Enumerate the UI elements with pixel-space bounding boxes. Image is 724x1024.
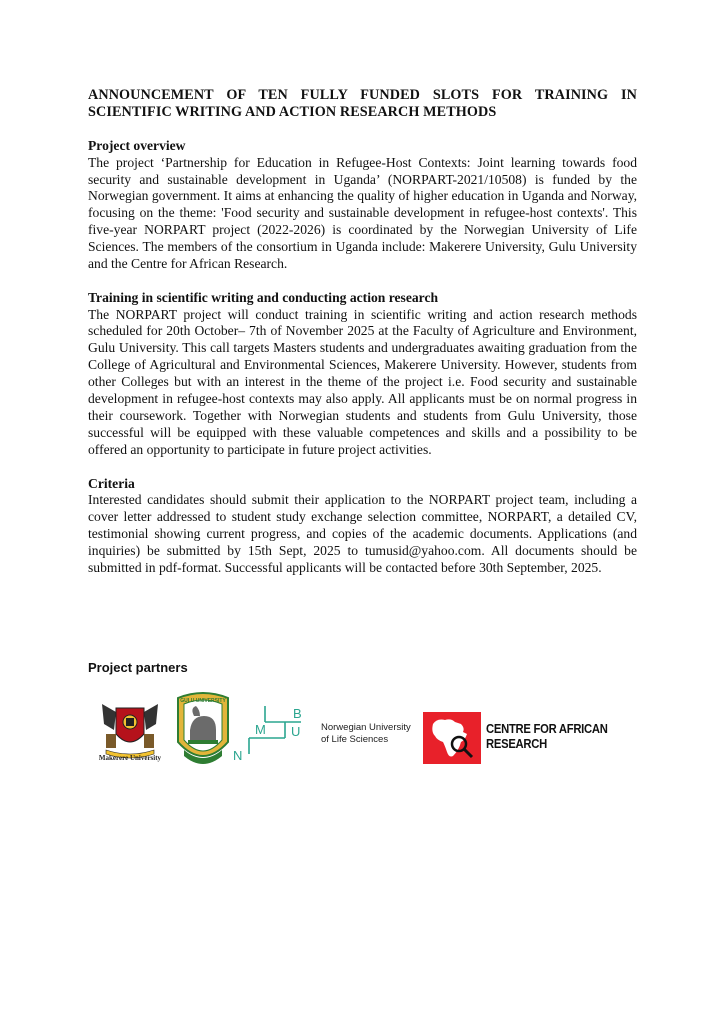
- car-name: [486, 722, 608, 752]
- announcement-title: ANNOUNCEMENT OF TEN FULLY FUNDED SLOTS FOR TRAINING IN SCIENTIFIC WRITING AND ACTION RESEARCH METHODS: [88, 87, 637, 120]
- car-name-line1: CENTRE FOR AFRICAN: [486, 722, 608, 736]
- car-name-line2: RESEARCH: [486, 737, 547, 751]
- nmbu-letter-m: M: [255, 722, 266, 737]
- partner-logos: [0, 690, 724, 780]
- announcement-content: [88, 87, 637, 577]
- nmbu-letter-u: U: [291, 724, 301, 739]
- nmbu-letter-b: B: [293, 706, 302, 721]
- section-body: The NORPART project will conduct training in scientific writing and action research methods scheduled for 20th October– 7th of November 2025 at the Faculty of Agriculture and Environment, Gulu University. This call targets Masters students and undergraduates awaiting graduation from the College of Agricultural and Environmental Sciences, Makerere University. However, students from other Colleges but with an interest in the theme of the project i.e. Food security and sustainable development in refugee-host contexts may also apply. All applicants must be on normal progress in their coursework. Together with Norwegian students and students from Gulu University, those successful will be equipped with these valuable competences and skills and a possibility to be offered an opportunity to participate in future project activities.: [88, 306, 637, 457]
- nmbu-logo: [231, 700, 309, 764]
- section-project-overview: [88, 138, 637, 273]
- nmbu-name-line2: of Life Sciences: [321, 734, 389, 745]
- section-heading: Project overview: [88, 138, 186, 153]
- section-criteria: [88, 476, 637, 577]
- section-body: Interested candidates should submit their application to the NORPART project team, including a cover letter addressed to student study exchange selection committee, NORPART, a detailed CV, testimonial showing current progress, and copies of the academic documents. Applications (and inquiries) be submitted by 15th Sept, 2025 to tumusid@yahoo.com. All documents should be submitted in pdf-format. Successful applicants will be contacted before 30th September, 2025.: [88, 492, 637, 575]
- makerere-label: Makerere University: [98, 754, 162, 762]
- gulu-logo-text: GULU UNIVERSITY: [180, 698, 226, 704]
- gulu-university-logo: [170, 690, 236, 772]
- partners-heading: Project partners: [88, 660, 188, 675]
- africa-map-icon: [423, 712, 481, 764]
- car-logo-mark: [423, 712, 481, 764]
- section-heading: Criteria: [88, 475, 135, 491]
- nmbu-name: [321, 722, 411, 746]
- section-heading: Training in scientific writing and conducting action research: [88, 289, 439, 305]
- nmbu-name-line1: Norwegian University: [321, 722, 411, 733]
- section-training: [88, 290, 637, 459]
- nmbu-letter-n: N: [233, 748, 243, 763]
- section-body: The project ‘Partnership for Education in Refugee-Host Contexts: Joint learning towards food security and sustainable development in Uganda’ (NORPART-2021/10508) is funded by the Norwegian government. It aims at enhancing the quality of higher education in Uganda and Norway, focusing on the theme: 'Food security and sustainable development in refugee-host contexts'. This five-year NORPART project (2022-2026) is coordinated by the Norwegian University of Life Sciences. The members of the consortium in Uganda include: Makerere University, Gulu University and the Centre for African Research.: [88, 154, 637, 272]
